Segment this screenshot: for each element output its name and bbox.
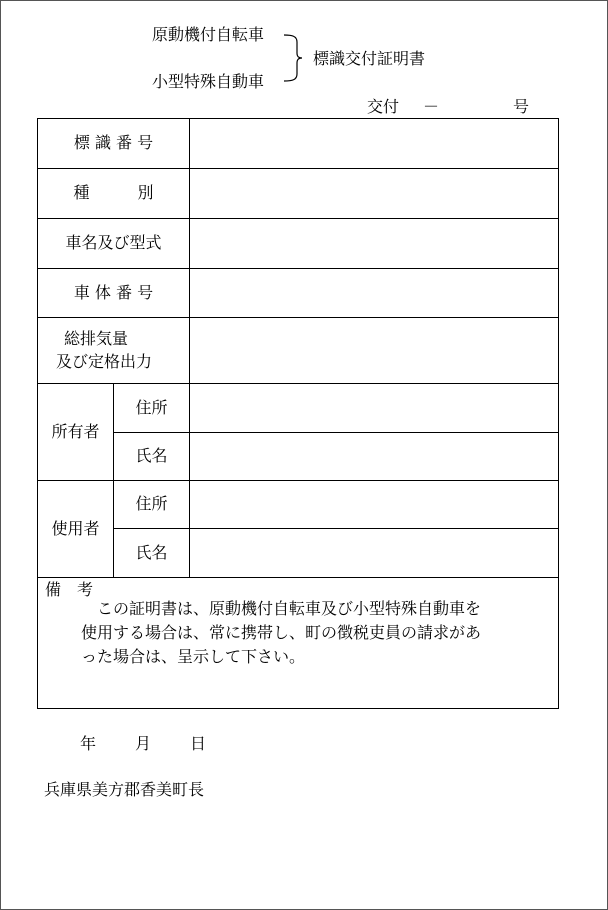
displacement-label-line1: 総排気量 (64, 329, 129, 349)
certificate-table (37, 118, 559, 709)
table-row (38, 119, 559, 169)
user-address-label: 住所 (114, 481, 190, 529)
row-label-category: 種 別 (38, 169, 190, 219)
table-row (38, 481, 559, 529)
plate-number-field[interactable] (190, 119, 559, 169)
owner-name-field[interactable] (190, 433, 559, 481)
table-row (38, 433, 559, 481)
vehicle-type-moped: 原動機付自転車 (152, 25, 265, 44)
table-row (38, 169, 559, 219)
remarks-body (45, 597, 552, 669)
table-row (38, 219, 559, 269)
row-label-body-number: 車 体 番 号 (38, 269, 190, 318)
issue-label: 交付 (367, 97, 400, 116)
owner-address-field[interactable] (190, 384, 559, 433)
row-label-make-model: 車名及び型式 (38, 219, 190, 269)
remarks-title: 備 考 (45, 580, 94, 599)
displacement-field[interactable] (190, 318, 559, 384)
remarks-line: この証明書は、原動機付自転車及び小型特殊自動車を (97, 599, 482, 619)
owner-name-label: 氏名 (114, 433, 190, 481)
issue-dash: － (423, 97, 440, 116)
vehicle-type-small-special: 小型特殊自動車 (152, 72, 265, 91)
table-row (38, 318, 559, 384)
user-name-field[interactable] (190, 529, 559, 578)
number-suffix: 号 (513, 97, 530, 116)
row-label-displacement (38, 318, 190, 384)
table-row (38, 384, 559, 433)
issuer-name: 兵庫県美方郡香美町長 (44, 780, 205, 799)
table-row (38, 578, 559, 709)
year-label: 年 (80, 734, 97, 753)
user-name-label: 氏名 (114, 529, 190, 578)
table-row (38, 269, 559, 318)
owner-address-label: 住所 (114, 384, 190, 433)
remarks-line: った場合は、呈示して下さい。 (81, 647, 306, 667)
brace-icon (283, 32, 303, 84)
remarks-line: 使用する場合は、常に携帯し、町の徴税吏員の請求があ (81, 623, 482, 643)
body-number-field[interactable] (190, 269, 559, 318)
owner-label: 所有者 (38, 384, 114, 481)
make-model-field[interactable] (190, 219, 559, 269)
user-address-field[interactable] (190, 481, 559, 529)
row-label-plate-number: 標 識 番 号 (38, 119, 190, 169)
month-label: 月 (135, 734, 152, 753)
remarks-cell (38, 578, 559, 709)
category-field[interactable] (190, 169, 559, 219)
user-label: 使用者 (38, 481, 114, 578)
certificate-title: 標識交付証明書 (313, 49, 426, 68)
displacement-label-line2: 及び定格出力 (56, 351, 153, 371)
table-row (38, 529, 559, 578)
day-label: 日 (190, 734, 207, 753)
